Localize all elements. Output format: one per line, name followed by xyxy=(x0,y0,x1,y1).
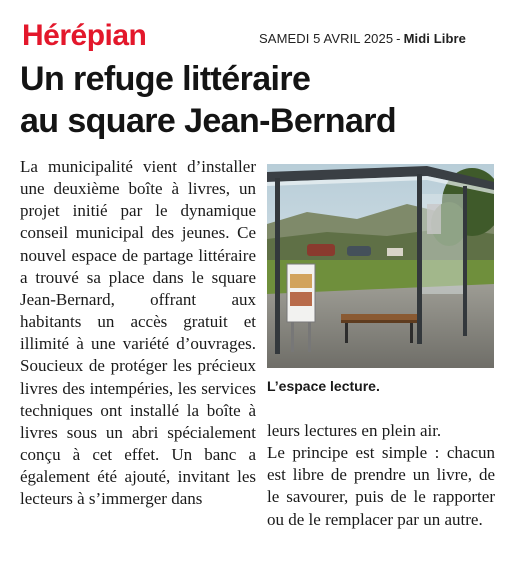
photo-caption: L’espace lecture. xyxy=(267,378,380,394)
headline-line-1: Un refuge littéraire xyxy=(20,60,311,98)
article-text-col2-b: Le principe est simple : chacun est libre de prendre un livre, de le savourer, puis de le rapporter ou de le remplacer par un autre. xyxy=(267,443,495,529)
article-text-col2-a: leurs lectures en plein air. xyxy=(267,421,442,440)
publication-date: SAMEDI 5 AVRIL 2025 xyxy=(259,31,394,46)
article-text-col1: La municipalité vient d’installer une deuxième boîte à livres, un projet initié par le dynamique conseil municipal des jeunes. Ce nouvel espace de partage littéraire a trouvé sa place dans le square Jean-Bernard, offrant aux habitants un accès gratuit et illimité à une variété d’ouvrages. Soucieux de protéger les précieux livres des intempéries, les services techniques ont installé la boîte à livres sous un abri spécialement conçu à cet effet. Un banc a également été ajouté, invitant les lecteurs à s’immerger dans xyxy=(20,157,256,509)
dateline xyxy=(259,31,466,46)
town-heading: Hérépian xyxy=(22,19,147,52)
article-photo xyxy=(267,164,494,368)
dateline-separator: - xyxy=(396,31,401,46)
article-column-2 xyxy=(267,420,495,531)
headline-line-2: au square Jean-Bernard xyxy=(20,102,397,140)
book-shelter-photo xyxy=(267,164,494,368)
article-column-1 xyxy=(20,156,256,511)
article-headline xyxy=(20,58,510,142)
newspaper-name: Midi Libre xyxy=(403,31,466,46)
